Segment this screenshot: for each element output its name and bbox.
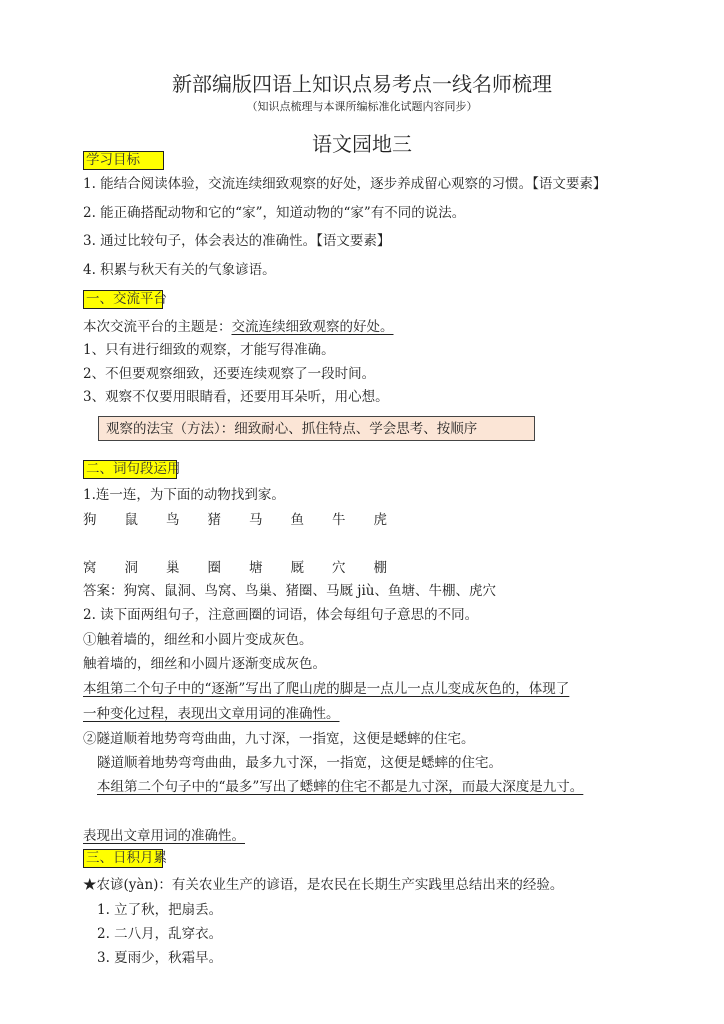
sentence: 隧道顺着地势弯弯曲曲，最多九寸深，一指宽，这便是蟋蟀的住宅。 [97, 755, 502, 771]
point-item: 3、观察不仅要用眼睛看，还要用耳朵听，用心想。 [83, 389, 389, 405]
goal-item: 4. 积累与秋天有关的气象谚语。 [83, 262, 276, 278]
home: 棚 [373, 560, 387, 576]
theme-line [83, 318, 394, 336]
answer-line: 答案：狗窝、鼠洞、鸟窝、鸟巢、猪圈、马厩 jiù、鱼塘、牛棚、虎穴 [83, 583, 496, 599]
sentence: 触着墙的，细丝和小圆片逐渐变成灰色。 [83, 656, 326, 672]
animal: 猪 [207, 512, 221, 528]
theme-prefix: 本次交流平台的主题是： [83, 319, 232, 335]
animal: 虎 [373, 512, 387, 528]
home: 窝 [83, 560, 97, 576]
animal: 马 [249, 512, 263, 528]
home-row [83, 559, 415, 577]
home: 穴 [332, 560, 346, 576]
sentence: ②隧道顺着地势弯弯曲曲，九寸深，一指宽，这便是蟋蟀的住宅。 [83, 731, 475, 747]
lesson-title: 语文园地三 [312, 132, 412, 156]
document-subtitle: （知识点梳理与本课所编标准化试题内容同步） [246, 100, 478, 113]
point-item: 2、不但要观察细致，还要连续观察了一段时间。 [83, 366, 376, 382]
note: 本组第二个句子中的“逐渐”写出了爬山虎的脚是一点儿一点儿变成灰色的，体现了 [83, 681, 570, 697]
question-2: 2. 读下面两组句子，注意画圈的词语，体会每组句子意思的不同。 [83, 607, 479, 623]
section-heading-3: 三、日积月累 [83, 849, 163, 868]
section-heading-goals: 学习目标 [83, 151, 164, 170]
proverb-item: 1. 立了秋，把扇丢。 [97, 902, 223, 918]
animal: 鱼 [290, 512, 304, 528]
home: 塘 [249, 560, 263, 576]
section-heading-1: 一、交流平台 [83, 290, 163, 309]
animal-row [83, 511, 415, 529]
proverb-item: 2. 二八月，乱穿衣。 [97, 926, 223, 942]
question-1: 1.连一连，为下面的动物找到家。 [83, 487, 285, 503]
sentence: ①触着墙的，细丝和小圆片变成灰色。 [83, 632, 313, 648]
home: 洞 [124, 560, 138, 576]
note: 本组第二个句子中的“最多”写出了蟋蟀的住宅不都是九寸深，而最大深度是九寸。 [97, 779, 584, 795]
proverb-intro: ★农谚(yàn)：有关农业生产的谚语，是农民在长期生产实践里总结出来的经验。 [83, 877, 564, 893]
home: 圈 [207, 560, 221, 576]
note: 表现出文章用词的准确性。 [83, 828, 245, 844]
point-item: 1、只有进行细致的观察，才能写得准确。 [83, 342, 335, 358]
proverb-item: 3. 夏雨少，秋霜早。 [97, 950, 223, 966]
note: 一种变化过程，表现出文章用词的准确性。 [83, 706, 340, 722]
section-heading-2: 二、词句段运用 [83, 460, 177, 479]
home: 厩 [290, 560, 304, 576]
theme-text: 交流连续细致观察的好处。 [231, 319, 394, 335]
goal-item: 3. 通过比较句子，体会表达的准确性。【语文要素】 [83, 233, 391, 249]
goal-item: 2. 能正确搭配动物和它的“家”，知道动物的“家”有不同的说法。 [83, 205, 466, 221]
method-callout: 观察的法宝（方法）：细致耐心、抓住特点、学会思考、按顺序 [98, 416, 535, 441]
animal: 牛 [332, 512, 346, 528]
animal: 狗 [83, 512, 97, 528]
document-title: 新部编版四语上知识点易考点一线名师梳理 [172, 72, 552, 96]
home: 巢 [166, 560, 180, 576]
animal: 鼠 [124, 512, 138, 528]
goal-item: 1. 能结合阅读体验，交流连续细致观察的好处，逐步养成留心观察的习惯。【语文要素】 [83, 176, 607, 192]
animal: 鸟 [166, 512, 180, 528]
